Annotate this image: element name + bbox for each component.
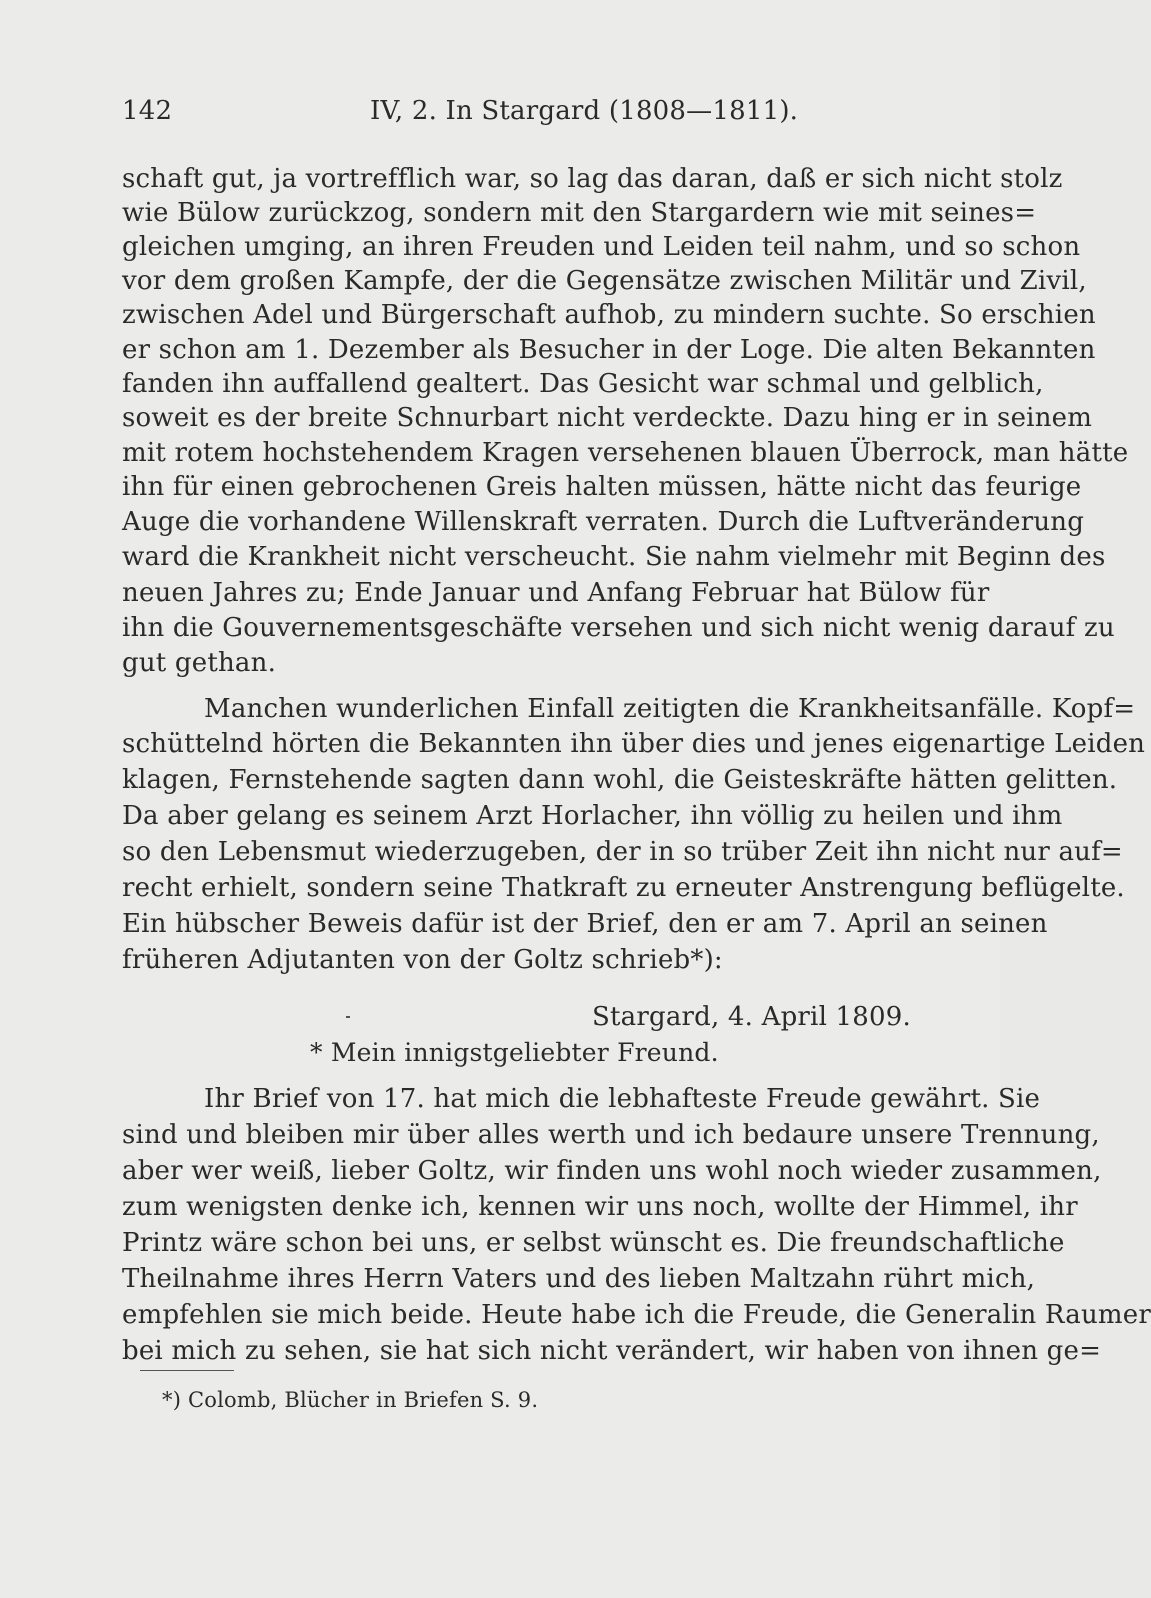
text-line: Da aber gelang es seinem Arzt Horlacher, ihn völlig zu heilen und ihm xyxy=(122,801,1063,831)
letter-line: Theilnahme ihres Herrn Vaters und des lieben Maltzahn rührt mich, xyxy=(122,1264,1036,1294)
text-line: soweit es der breite Schnurbart nicht verdeckte. Dazu hing er in seinem xyxy=(122,403,1093,433)
print-speck xyxy=(346,1016,350,1018)
letter-line: aber wer weiß, lieber Goltz, wir finden uns wohl noch wieder zusammen, xyxy=(122,1156,1102,1186)
text-line: zwischen Adel und Bürgerschaft aufhob, zu mindern suchte. So erschien xyxy=(122,300,1096,330)
text-line: wie Bülow zurückzog, sondern mit den Stargardern wie mit seines= xyxy=(122,198,1037,228)
text-line: so den Lebensmut wiederzugeben, der in so trüber Zeit ihn nicht nur auf= xyxy=(122,837,1123,867)
running-title: IV, 2. In Stargard (1808—1811). xyxy=(370,96,799,126)
letter-dateline: Stargard, 4. April 1809. xyxy=(592,1002,911,1032)
text-line: recht erhielt, sondern seine Thatkraft zu erneuter Anstrengung beflügelte. xyxy=(122,873,1125,903)
text-line: fanden ihn auffallend gealtert. Das Gesicht war schmal und gelblich, xyxy=(122,369,1044,399)
text-line: neuen Jahres zu; Ende Januar und Anfang Februar hat Bülow für xyxy=(122,578,990,608)
text-line: Auge die vorhandene Willenskraft verraten. Durch die Luftveränderung xyxy=(122,507,1085,537)
letter-salutation: * Mein innigstgeliebter Freund. xyxy=(310,1038,719,1067)
text-line: vor dem großen Kampfe, der die Gegensätze zwischen Militär und Zivil, xyxy=(122,266,1087,296)
footnote-rule xyxy=(140,1370,234,1371)
letter-line: Ihr Brief von 17. hat mich die lebhafteste Freude gewährt. Sie xyxy=(204,1084,1041,1114)
text-line: Manchen wunderlichen Einfall zeitigten die Krankheitsanfälle. Kopf= xyxy=(204,694,1136,724)
text-line: mit rotem hochstehendem Kragen versehenen blauen Überrock, man hätte xyxy=(122,438,1129,468)
text-line: gleichen umging, an ihren Freuden und Leiden teil nahm, und so schon xyxy=(122,232,1081,262)
letter-line: empfehlen sie mich beide. Heute habe ich die Freude, die Generalin Raumer xyxy=(122,1300,1151,1330)
text-line: Ein hübscher Beweis dafür ist der Brief, den er am 7. April an seinen xyxy=(122,909,1048,939)
text-line: schaft gut, ja vortrefflich war, so lag das daran, daß er sich nicht stolz xyxy=(122,164,1063,194)
text-line: er schon am 1. Dezember als Besucher in der Loge. Die alten Bekannten xyxy=(122,335,1096,365)
letter-line: bei mich zu sehen, sie hat sich nicht verändert, wir haben von ihnen ge= xyxy=(122,1336,1102,1366)
text-line: ward die Krankheit nicht verscheucht. Sie nahm vielmehr mit Beginn des xyxy=(122,542,1106,572)
page-number: 142 xyxy=(122,96,173,126)
text-line: früheren Adjutanten von der Goltz schrieb*): xyxy=(122,945,723,975)
text-line: ihn die Gouvernementsgeschäfte versehen und sich nicht wenig darauf zu xyxy=(122,613,1115,643)
letter-line: Printz wäre schon bei uns, er selbst wünscht es. Die freundschaftliche xyxy=(122,1228,1065,1258)
letter-line: sind und bleiben mir über alles werth und ich bedaure unsere Trennung, xyxy=(122,1120,1100,1150)
text-line: gut gethan. xyxy=(122,648,277,678)
footnote: *) Colomb, Blücher in Briefen S. 9. xyxy=(162,1388,539,1412)
text-line: klagen, Fernstehende sagten dann wohl, die Geisteskräfte hätten gelitten. xyxy=(122,765,1118,795)
text-line: ihn für einen gebrochenen Greis halten müssen, hätte nicht das feurige xyxy=(122,472,1082,502)
letter-line: zum wenigsten denke ich, kennen wir uns noch, wollte der Himmel, ihr xyxy=(122,1192,1078,1222)
text-line: schüttelnd hörten die Bekannten ihn über dies und jenes eigenartige Leiden xyxy=(122,729,1146,759)
